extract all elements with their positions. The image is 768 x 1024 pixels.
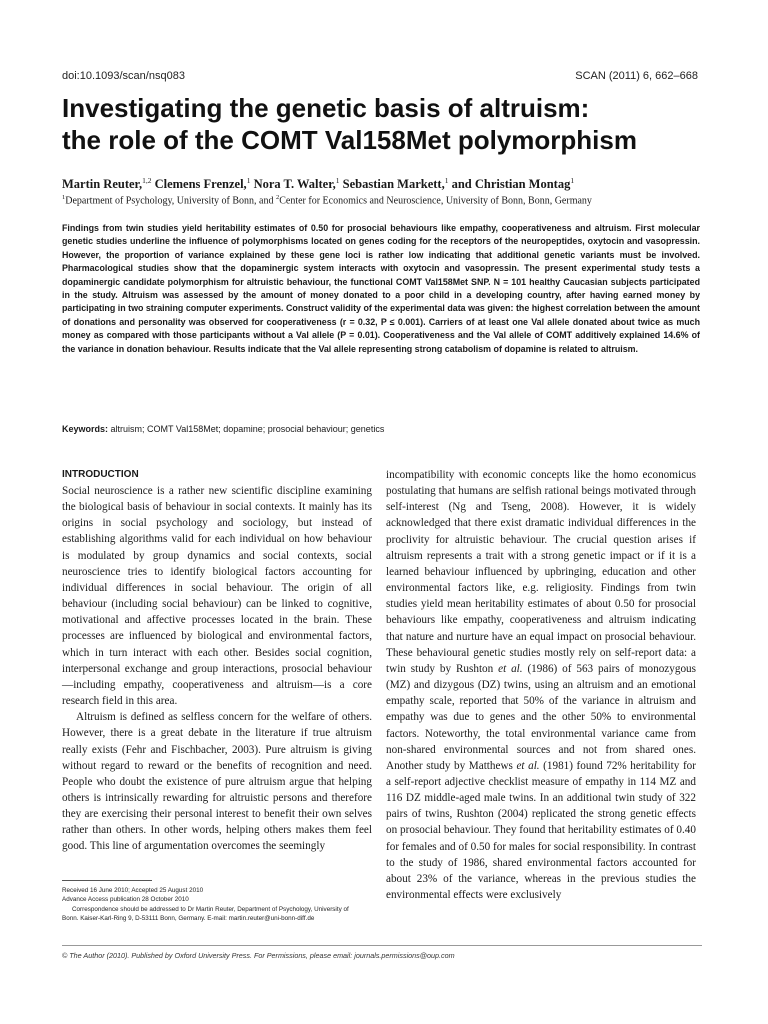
title-line-2: the role of the COMT Val158Met polymorphism: [62, 125, 637, 155]
copyright: © The Author (2010). Published by Oxford University Press. For Permissions, please email: journals.permissions@oup.com: [62, 951, 455, 960]
left-column: [62, 467, 372, 855]
text-run: incompatibility with economic concepts like the homo economicus postulating that humans are selfish rational beings motivated through self-interest (Ng and Tseng, 2008). However, it is widely acknowledged that there exist dramatic individual differences in the proclivity for altruistic behaviour. The crucial question arises if altruism represents a trait with a strong genetic impact or if it is a learned behaviour influenced by upbringing, education and other environmental factors like, e.g. religiosity. Findings from twin studies yield mean heritability estimates of about 0.50 for prosocial behaviours like empathy, cooperativeness and altruism indicating that nature and nurture have an equal impact on prosocial behaviour. These behavioural genetic studies mostly rely on self-report data: a twin study by Rushton: [386, 469, 696, 675]
author: Martin Reuter,: [62, 177, 143, 192]
footnote-rule: [62, 880, 152, 881]
affiliation-text: Center for Economics and Neuroscience, University of Bonn, Bonn, Germany: [279, 195, 592, 207]
affiliations: [62, 194, 712, 206]
paragraph: Social neuroscience is a rather new scientific discipline examining the biological basis of behaviour in social contexts. It mainly has its origins in social psychology and sociology, but instead of establishing algorithms valid for each individual on how behaviour is modulated by group dynamics and social contexts, social neuroscience tries to identify biological factors accounting for individual differences in social behaviour. The origin of all behaviour (including social behaviour) can be linked to cognitive, motivational and affective processes located in the brain. These processes are influenced by biological and environmental factors, which in turn interact with each other. Besides social cognition, interpersonal exchange and group interactions, prosocial behaviour—including empathy, cooperativeness and altruism—is a core research field in this area.: [62, 485, 372, 708]
article-title: [62, 92, 712, 156]
author-affiliation-mark: 1: [570, 176, 575, 185]
title-line-1: Investigating the genetic basis of altruism:: [62, 93, 590, 123]
author-affiliation-mark: 1: [444, 176, 449, 185]
correspondence-line: Bonn. Kaiser-Karl-Ring 9, D-53111 Bonn, Germany. E-mail: martin.reuter@uni-bonn-diff.de: [62, 915, 315, 923]
paragraph: Altruism is defined as selfless concern for the welfare of others. However, there is a great debate in the literature if true altruism really exists (Fehr and Fischbacher, 2003). Pure altruism is giving without regard to reward or the benefits of recognition and need. People who doubt the existence of pure altruism argue that helping others is intrinsically rewarding for altruistic persons and therefore they are exercising their personal interest to benefit their own selves rather than others. In other words, helping others makes them feel good. This line of argumentation overcomes the seemingly: [62, 711, 372, 853]
copyright-rule: [62, 945, 702, 946]
advance-access: Advance Access publication 28 October 2010: [62, 896, 189, 904]
text-run-italic: et al.: [516, 759, 540, 772]
text-run-italic: et al.: [498, 662, 523, 675]
keywords-text: altruism; COMT Val158Met; dopamine; prosocial behaviour; genetics: [108, 424, 385, 434]
received-date: Received 16 June 2010; Accepted 25 August 2010: [62, 887, 204, 894]
author-affiliation-mark: 1: [246, 176, 251, 185]
author-affiliation-mark: 1,2: [142, 176, 152, 185]
footnotes: [62, 886, 372, 924]
keywords: [62, 424, 702, 434]
text-run: (1986) of 563 pairs of monozygous (MZ) and dizygous (DZ) twins, using an altruism and an emotional empathy scale, reported that 50% of the variance in altruism and empathy was due to genes and the other 50% to environmental factors. Noteworthy, the total environmental variance came from non-shared environmental sources and not from shared ones. Another study by Matthews: [386, 662, 696, 772]
abstract: Findings from twin studies yield heritability estimates of 0.50 for prosocial behaviours like empathy, cooperativeness and altruism. First molecular genetic studies underline the influence of polymorphisms located on genes coding for the receptors of the neuropeptides, oxytocin and vasopressin. However, the proportion of variance explained by these gene loci is rather low indicating that additional genetic variants must be involved. Pharmacological studies show that the dopaminergic system interacts with oxytocin and vasopressin. The present experimental study tests a dopaminergic candidate polymorphism for altruistic behaviour, the functional COMT Val158Met SNP. N = 101 healthy Caucasian subjects participated in the study. Altruism was assessed by the amount of money donated to a poor child in a developing country, after having earned money by participating in two straining computer experiments. Construct validity of the experimental data was given: the highest correlation between the amount of donations and personality was observed for cooperativeness (r = 0.32, P ≤ 0.001). Carriers of at least one Val allele donated about twice as much money as compared with those participants without a Val allele (P = 0.01). Cooperativeness and the Val allele of COMT additively explained 14.6% of the variance in donation behaviour. Results indicate that the Val allele representing strong catabolism of dopamine is related to altruism.: [62, 223, 700, 354]
section-heading: INTRODUCTION: [62, 469, 139, 480]
text-run: (1981) found 72% heritability for a self-report adjective checklist measure of empathy in 114 MZ and 116 DZ middle-aged male twins. In an additional twin study of 322 pairs of twins, Rushton (2004) replicated the strong genetic effects on prosocial behaviour. They found that heritability estimates of 0.40 for females and of 0.50 for males for social responsibility. In contrast to the study of 1986, shared environmental factors accounted for about 23% of the variance, whereas in the previous studies the environmental effects were exclusively: [386, 759, 696, 902]
author-affiliation-mark: 1: [335, 176, 340, 185]
right-column: [386, 467, 696, 903]
author: Clemens Frenzel,: [154, 177, 247, 192]
author: Sebastian Markett,: [342, 177, 445, 192]
affiliation-text: Department of Psychology, University of Bonn, and: [65, 195, 276, 207]
keywords-label: Keywords:: [62, 424, 109, 434]
doi: doi:10.1093/scan/nsq083: [62, 70, 185, 82]
journal-citation: SCAN (2011) 6, 662–668: [575, 70, 698, 82]
author-list: [62, 176, 712, 192]
author: Nora T. Walter,: [253, 177, 336, 192]
affiliation-mark: 1: [62, 194, 66, 201]
paragraph: [386, 467, 696, 903]
affiliation-mark: 2: [275, 194, 280, 201]
author: and Christian Montag: [451, 177, 571, 192]
correspondence-line: Correspondence should be addressed to Dr Martin Reuter, Department of Psychology, University of: [72, 905, 349, 913]
